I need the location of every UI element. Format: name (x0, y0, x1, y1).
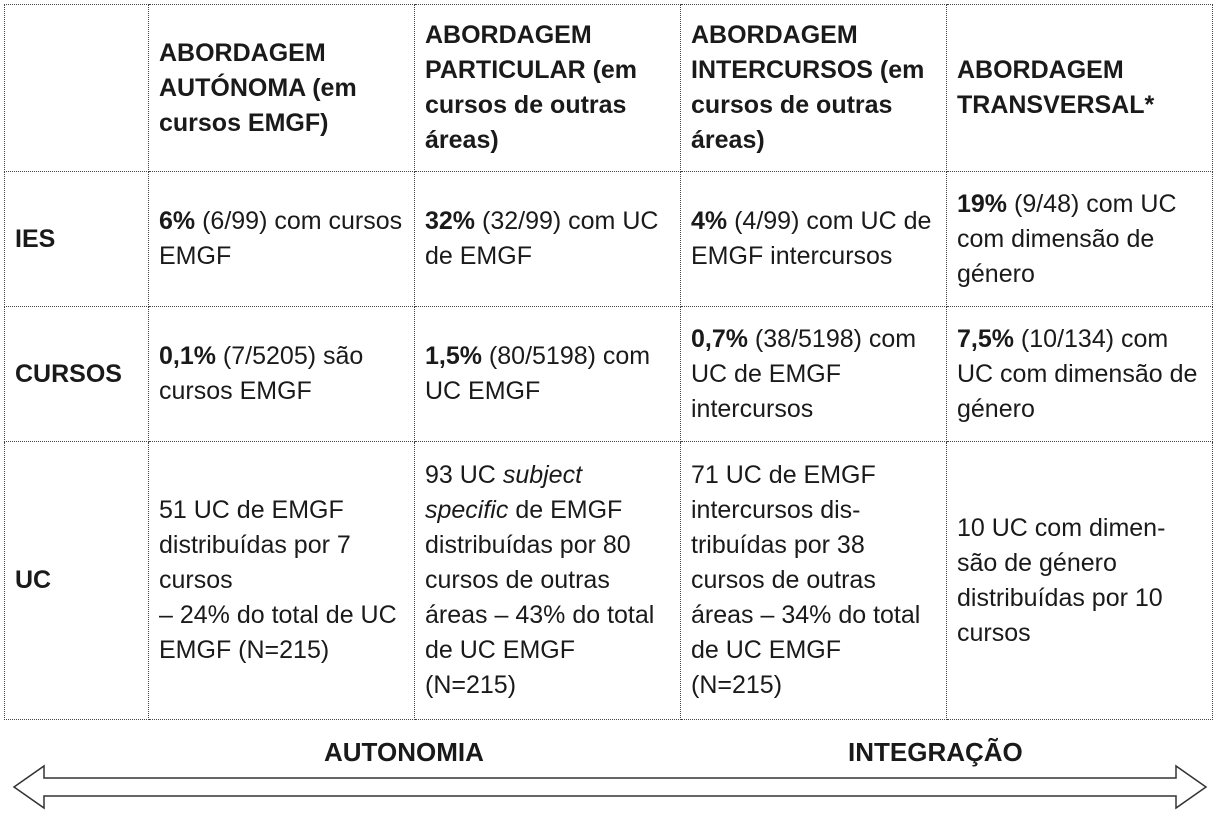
header-particular: ABORDAGEM PARTICULAR (em cursos de outras áreas) (415, 5, 681, 172)
header-row (5, 5, 1213, 172)
row-label-cursos: CURSOS (5, 307, 149, 442)
cell-text: (80/5198) com UC EMGF (425, 342, 651, 405)
cell-text: (9/48) com UC com dimensão de género (957, 189, 1177, 288)
cell-text: 93 UC (425, 461, 503, 489)
cell-pct: 0,7% (691, 324, 748, 353)
cell-cursos-particular (415, 307, 681, 442)
cell-ies-intercursos (681, 172, 947, 307)
cell-uc-intercursos: 71 UC de EMGF intercursos dis-tribuídas por 38 cursos de outras áreas – 34% do total de UC EMGF (N=215) (681, 442, 947, 720)
cell-text: (4/99) com UC de EMGF intercursos (691, 207, 932, 270)
cell-text: (7/5205) são cursos EMGF (159, 342, 364, 405)
cell-line: – 24% do total de UC EMGF (N=215) (159, 601, 397, 664)
row-cursos (5, 307, 1213, 442)
header-autonoma: ABORDAGEM AUTÓNOMA (em cursos EMGF) (149, 5, 415, 172)
cell-text: (10/134) com UC com dimensão de género (957, 324, 1198, 423)
scale-label-autonomia: AUTONOMIA (324, 737, 484, 767)
cell-uc-transversal: 10 UC com dimen-são de género distribuídas por 10 cursos (947, 442, 1213, 720)
cell-text: (6/99) com cursos EMGF (159, 207, 403, 270)
cell-pct: 1,5% (425, 342, 482, 370)
cell-uc-autonoma (149, 442, 415, 720)
cell-pct: 19% (957, 189, 1008, 218)
cell-ies-autonoma (149, 172, 415, 307)
cell-pct: 4% (691, 207, 728, 235)
cell-pct: 6% (159, 207, 196, 235)
row-label-uc: UC (5, 442, 149, 720)
scale-label-integracao: INTEGRAÇÃO (848, 737, 1023, 767)
cell-pct: 7,5% (957, 324, 1014, 353)
cell-text: de EMGF distribuídas por 80 cursos de outras áreas – 43% do total de UC EMGF (N=215) (425, 496, 655, 699)
cell-uc-particular (415, 442, 681, 720)
cell-ies-particular (415, 172, 681, 307)
cell-cursos-autonoma (149, 307, 415, 442)
row-uc (5, 442, 1213, 720)
corner-cell (5, 5, 149, 172)
cell-cursos-transversal (947, 307, 1213, 442)
cell-emphasis: subject specific (425, 461, 583, 524)
header-intercursos: ABORDAGEM INTERCURSOS (em cursos de outras áreas) (681, 5, 947, 172)
row-label-ies: IES (5, 172, 149, 307)
cell-text: (38/5198) com UC de EMGF intercursos (691, 324, 917, 423)
cell-pct: 32% (425, 207, 476, 235)
cell-line: 51 UC de EMGF distribuídas por 7 cursos (159, 496, 351, 594)
cell-pct: 0,1% (159, 342, 216, 370)
row-ies (5, 172, 1213, 307)
approaches-table (4, 4, 1213, 720)
cell-cursos-intercursos (681, 307, 947, 442)
cell-ies-transversal (947, 172, 1213, 307)
double-arrow-icon (0, 760, 1216, 814)
cell-text: (32/99) com UC de EMGF (425, 207, 659, 270)
header-transversal: ABORDAGEM TRANSVERSAL* (947, 5, 1213, 172)
